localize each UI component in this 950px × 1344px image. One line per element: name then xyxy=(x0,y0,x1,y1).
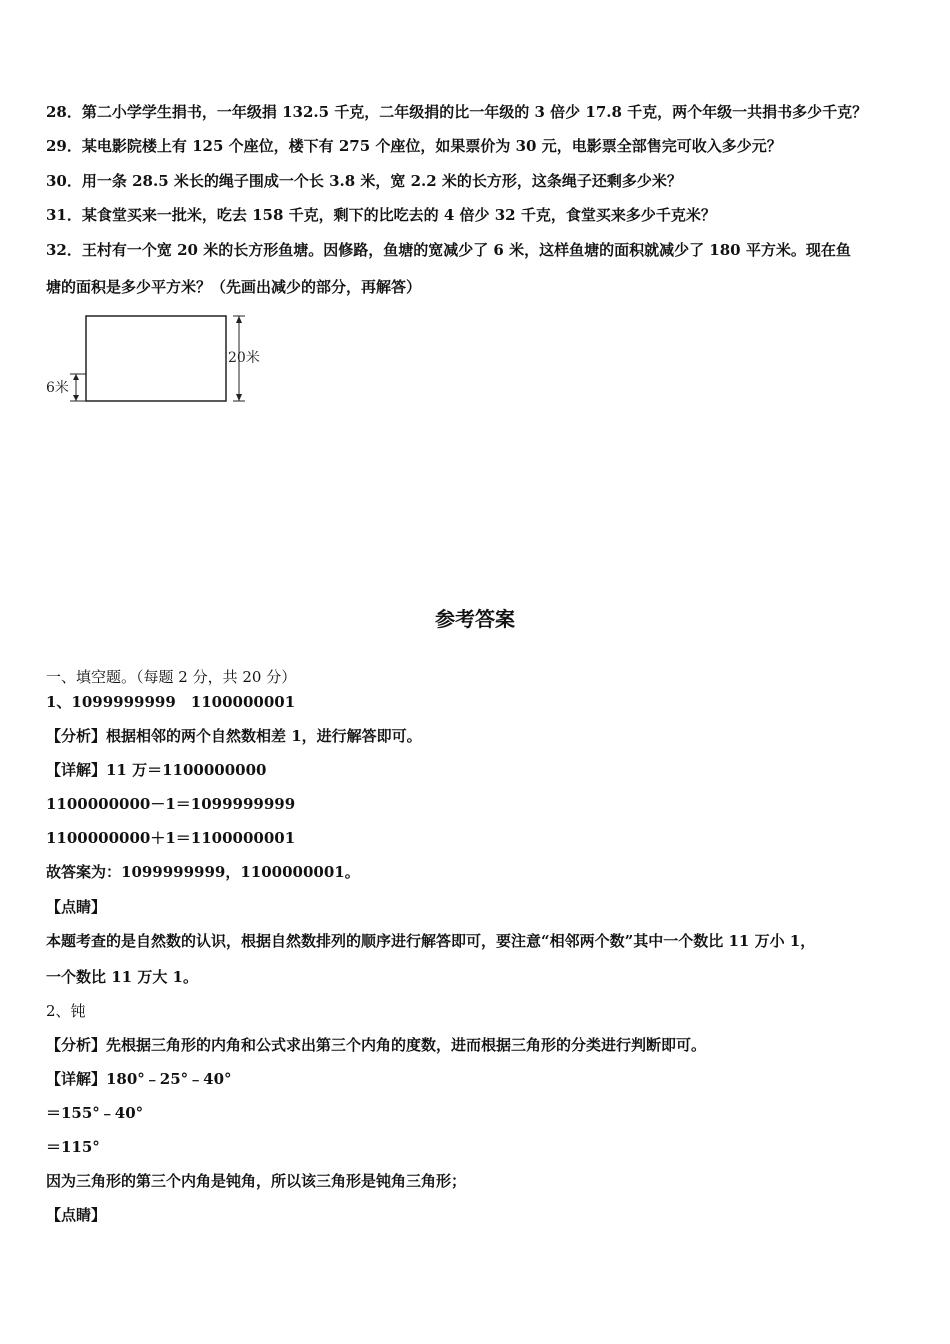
answer-2-analysis: 【分析】先根据三角形的内角和公式求出第三个内角的度数，进而根据三角形的分类进行判断即可。 xyxy=(46,1036,707,1054)
width-label: 20米 xyxy=(228,350,260,366)
answer-2-step-2: ＝115° xyxy=(46,1138,100,1156)
width-arrow-bottom xyxy=(236,394,242,401)
answer-2-conclusion: 因为三角形的第三个内角是钝角，所以该三角形是钝角三角形； xyxy=(46,1172,467,1190)
question-32-line1: 32．王村有一个宽 20 米的长方形鱼塘。因修路，鱼塘的宽减少了 6 米，这样鱼塘的面积就减少了 180 平方米。现在鱼 xyxy=(46,241,851,259)
question-32-line2: 塘的面积是多少平方米？（先画出减少的部分，再解答） xyxy=(46,278,422,296)
answer-1: 1、1099999999 1100000001 xyxy=(46,693,296,711)
pond-rectangle xyxy=(86,316,226,401)
answer-1-calc-1: 1100000000－1＝1099999999 xyxy=(46,795,296,813)
answer-1-final: 故答案为：1099999999，1100000001。 xyxy=(46,863,360,881)
answer-2: 2、钝 xyxy=(46,1002,86,1020)
answer-1-comment-line2: 一个数比 11 万大 1。 xyxy=(46,968,198,986)
answer-1-calc-2: 1100000000＋1＝1100000001 xyxy=(46,829,296,847)
reduced-label: 6米 xyxy=(46,380,69,396)
reduced-arrow-bottom xyxy=(73,395,79,401)
reduced-arrow-top xyxy=(73,374,79,380)
width-arrow-top xyxy=(236,316,242,323)
question-28: 28．第二小学学生捐书，一年级捐 132.5 千克，二年级捐的比一年级的 3 倍少 17.8 千克，两个年级一共捐书多少千克？ xyxy=(46,103,868,121)
section-1-heading: 一、填空题。（每题 2 分，共 20 分） xyxy=(46,668,297,686)
answer-2-step-1: ＝155°﹣40° xyxy=(46,1104,144,1122)
pond-diagram xyxy=(40,306,280,410)
answers-title: 参考答案 xyxy=(435,607,515,631)
question-29: 29．某电影院楼上有 125 个座位，楼下有 275 个座位，如果票价为 30 元，电影票全部售完可收入多少元？ xyxy=(46,137,782,155)
answer-1-analysis: 【分析】根据相邻的两个自然数相差 1，进行解答即可。 xyxy=(46,727,422,745)
answer-1-detail: 【详解】11 万＝1100000000 xyxy=(46,761,267,779)
answer-1-comment-line1: 本题考查的是自然数的认识，根据自然数排列的顺序进行解答即可，要注意“相邻两个数”其中一个数比 11 万小 1， xyxy=(46,932,816,950)
answer-1-comment-head: 【点睛】 xyxy=(46,898,107,916)
question-30: 30．用一条 28.5 米长的绳子围成一个长 3.8 米，宽 2.2 米的长方形，这条绳子还剩多少米？ xyxy=(46,172,682,190)
answer-2-comment-head: 【点睛】 xyxy=(46,1206,107,1224)
answer-2-detail: 【详解】180°﹣25°﹣40° xyxy=(46,1070,232,1088)
question-31: 31．某食堂买来一批米，吃去 158 千克，剩下的比吃去的 4 倍少 32 千克，食堂买来多少千克米？ xyxy=(46,206,716,224)
